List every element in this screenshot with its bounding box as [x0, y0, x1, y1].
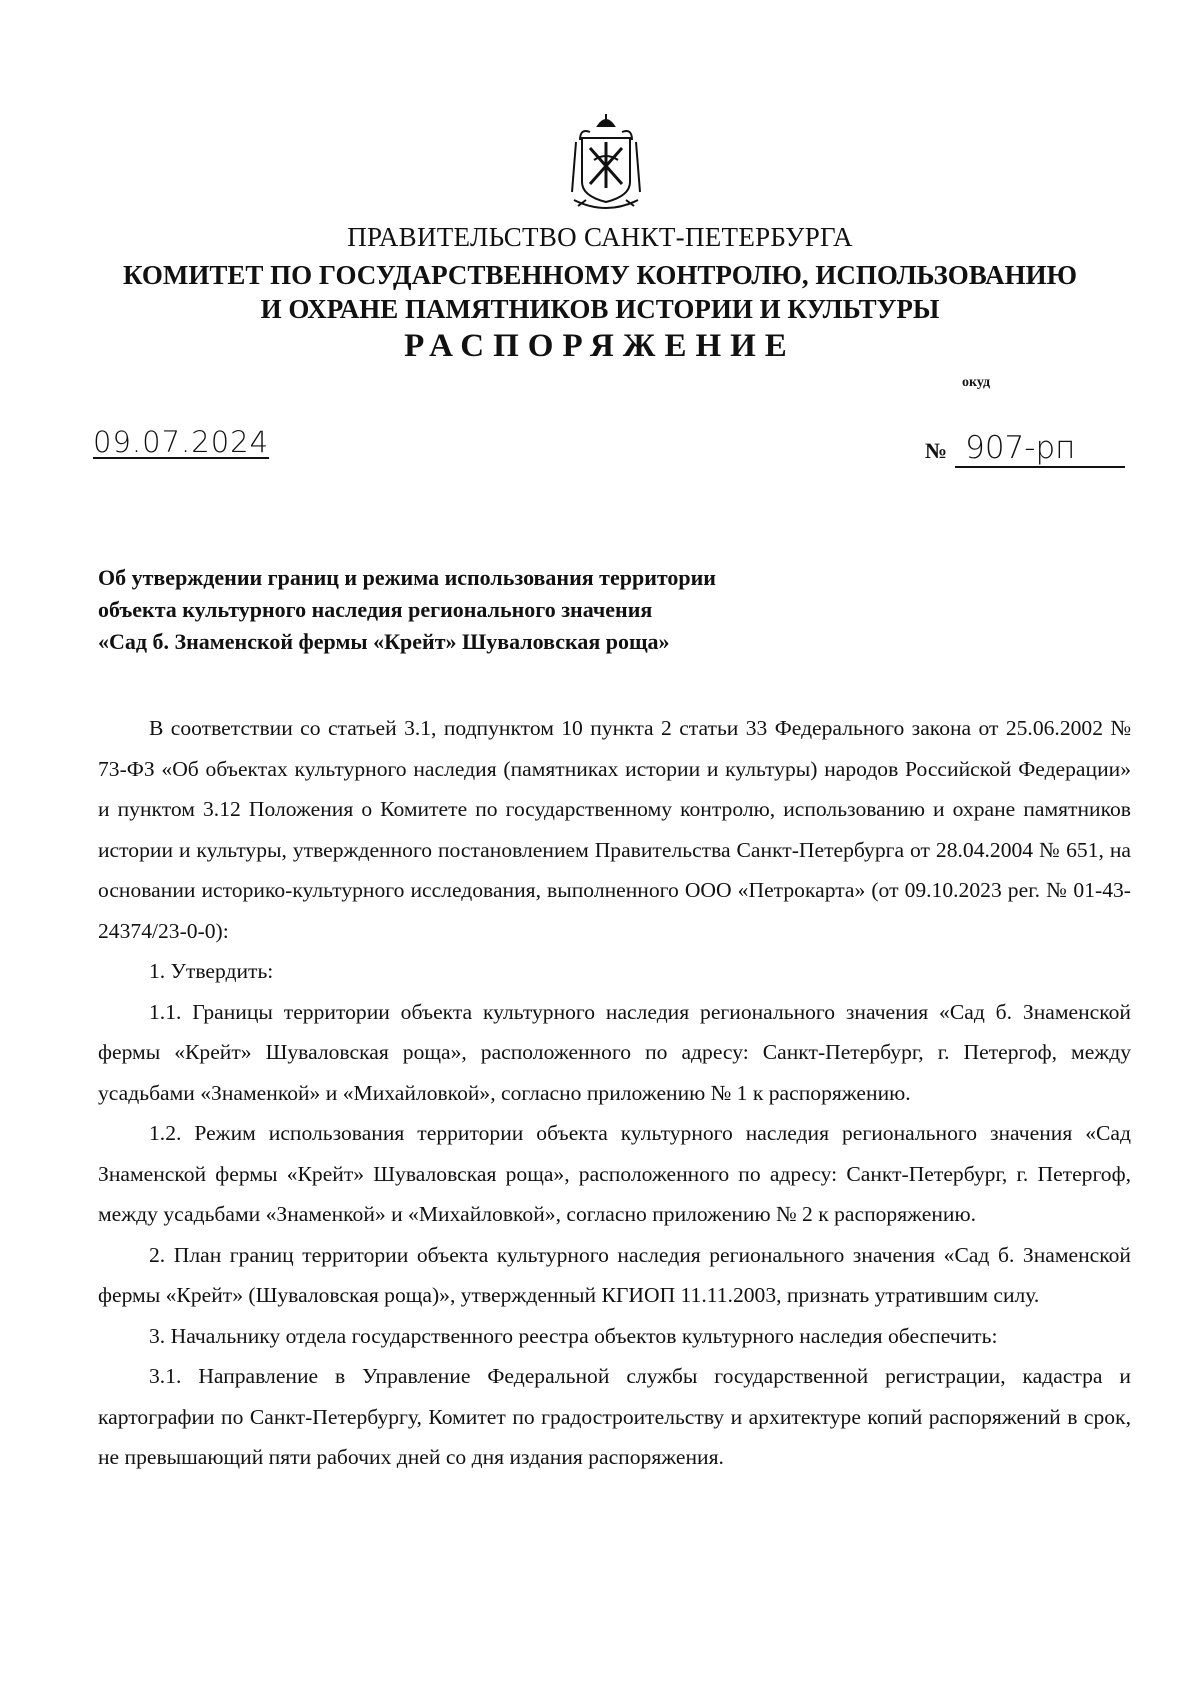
coat-of-arms-emblem: [568, 112, 644, 212]
committee-name-line: КОМИТЕТ ПО ГОСУДАРСТВЕННОМУ КОНТРОЛЮ, ИСПОЛЬЗОВАНИЮ: [123, 260, 1077, 290]
body-paragraph: 3. Начальнику отдела государственного реестра объектов культурного наследия обеспечить:: [149, 1323, 998, 1348]
body-paragraph: 1.2. Режим использования территории объекта культурного наследия регионального значения «Сад Знаменской фермы «Крейт» Шуваловская роща», расположенного по адресу: Санкт-Петербург, г. Петергоф, между усадьбами «Знаменкой» и «Михайловкой», согласно приложению № 2 к распоряжению.: [98, 1121, 1131, 1226]
document-type: РАСПОРЯЖЕНИЕ: [404, 328, 796, 364]
title-line: Об утверждении границ и режима использования территории: [98, 565, 716, 590]
government-name: ПРАВИТЕЛЬСТВО САНКТ-ПЕТЕРБУРГА: [347, 222, 853, 252]
number-sign: №: [925, 438, 948, 463]
title-line: объекта культурного наследия регионального значения: [98, 597, 653, 622]
body-paragraph: В соответствии со статьей 3.1, подпунктом 10 пункта 2 статьи 33 Федерального закона от 25.06.2002 № 73-ФЗ «Об объектах культурного наследия (памятниках истории и культуры) народов Российской Федерации» и пунктом 3.12 Положения о Комитете по государственному контролю, использованию и охране памятников истории и культуры, утвержденного постановлением Правительства Санкт-Петербурга от 28.04.2004 № 651, на основании историко-культурного исследования, выполненного ООО «Петрокарта» (от 09.10.2023 рег. № 01-43-24374/23-0-0):: [98, 716, 1131, 943]
committee-name-line: И ОХРАНЕ ПАМЯТНИКОВ ИСТОРИИ И КУЛЬТУРЫ: [260, 294, 940, 324]
body-paragraph: 1. Утвердить:: [149, 959, 274, 983]
document-date: 09.07.2024: [93, 425, 270, 459]
number-value: 907-рп: [955, 430, 1125, 468]
body-paragraph: 3.1. Направление в Управление Федеральной службы государственной регистрации, кадастра и картографии по Санкт-Петербургу, Комитет по градостроительству и архитектуре копий распоряжений в срок, не превышающий пяти рабочих дней со дня издания распоряжения.: [98, 1364, 1131, 1469]
committee-name: [0, 258, 1200, 326]
okud-label: окуд: [962, 375, 991, 390]
document-number: [925, 430, 1125, 468]
body-paragraph: 2. План границ территории объекта культурного наследия регионального значения «Сад б. Знаменской фермы «Крейт» (Шуваловская роща)», утвержденный КГИОП 11.11.2003, признать утратившим силу.: [98, 1242, 1131, 1307]
body-paragraph: 1.1. Границы территории объекта культурного наследия регионального значения «Сад б. Знаменской фермы «Крейт» Шуваловская роща», расположенного по адресу: Санкт-Петербург, г. Петергоф, между усадьбами «Знаменкой» и «Михайловкой», согласно приложению № 1 к распоряжению.: [98, 999, 1131, 1105]
document-title: [98, 562, 898, 658]
title-line: «Сад б. Знаменской фермы «Крейт» Шуваловская роща»: [98, 629, 670, 654]
document-body: [98, 708, 1131, 1478]
